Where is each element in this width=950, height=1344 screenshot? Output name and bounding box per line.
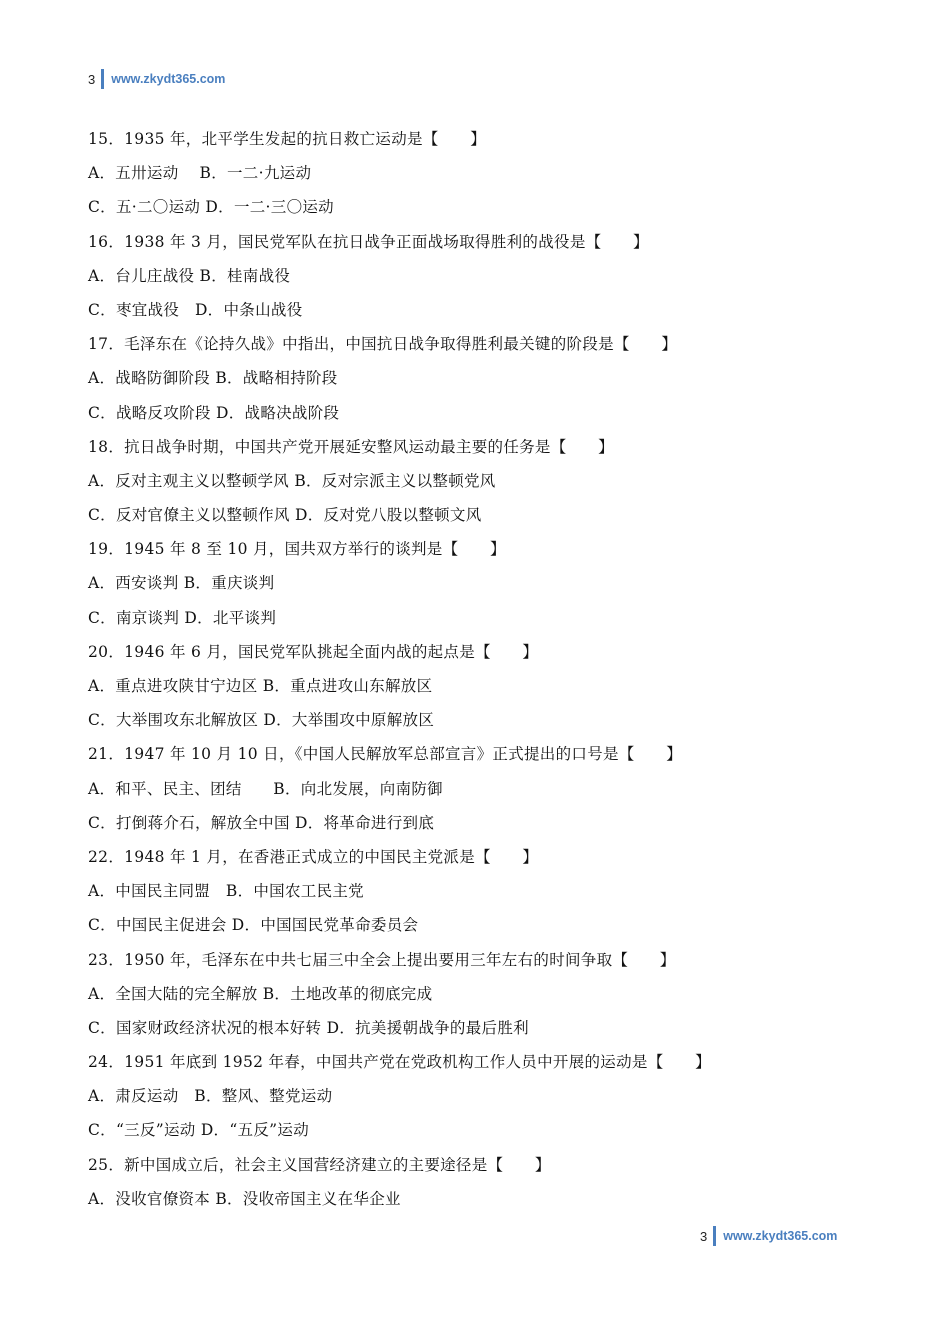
- question-22: 22．1948 年 1 月，在香港正式成立的中国民主党派是【 】: [88, 847, 539, 866]
- question-25: 25．新中国成立后，社会主义国营经济建立的主要途径是【 】: [88, 1155, 551, 1174]
- footer-divider: [713, 1226, 716, 1246]
- question-20: 20．1946 年 6 月，国民党军队挑起全面内战的起点是【 】: [88, 642, 539, 661]
- question-19-options-cd: C．南京谈判 D．北平谈判: [88, 608, 277, 627]
- question-25-options-ab: A．没收官僚资本 B．没收帝国主义在华企业: [88, 1189, 401, 1208]
- question-24-options-cd: C．“三反”运动 D．“五反”运动: [88, 1121, 310, 1140]
- question-21-options-cd: C．打倒蒋介石，解放全中国 D．将革命进行到底: [88, 813, 435, 832]
- question-19: 19．1945 年 8 至 10 月，国共双方举行的谈判是【 】: [88, 540, 506, 559]
- question-20-options-ab: A．重点进攻陕甘宁边区 B．重点进攻山东解放区: [88, 677, 433, 695]
- question-16-options-ab: A．台儿庄战役 B．桂南战役: [88, 266, 291, 285]
- header-website-link[interactable]: www.zkydt365.com: [111, 72, 226, 86]
- question-23-options-ab: A．全国大陆的完全解放 B．土地改革的彻底完成: [88, 984, 433, 1003]
- question-18-options-ab: A．反对主观主义以整顿学风 B．反对宗派主义以整顿党风: [88, 471, 496, 490]
- question-23: 23．1950 年，毛泽东在中共七届三中全会上提出要用三年左右的时间争取【 】: [88, 950, 676, 969]
- question-15-options-cd: C．五·二〇运动 D．一二·三〇运动: [88, 198, 334, 217]
- question-list: [88, 125, 868, 1219]
- question-22-options-ab: A．中国民主同盟 B．中国农工民主党: [88, 882, 364, 901]
- footer-page-number: 3: [700, 1228, 708, 1244]
- question-22-options-cd: C．中国民主促进会 D．中国国民党革命委员会: [88, 916, 419, 935]
- question-17-options-cd: C．战略反攻阶段 D．战略决战阶段: [88, 403, 340, 422]
- question-24-options-ab: A．肃反运动 B．整风、整党运动: [88, 1087, 333, 1106]
- header-page-number: 3: [88, 71, 96, 87]
- question-21-options-ab: A．和平、民主、团结 B．向北发展，向南防御: [88, 779, 443, 798]
- question-17-options-ab: A．战略防御阶段 B．战略相持阶段: [88, 369, 338, 388]
- question-20-options-cd: C．大举围攻东北解放区 D．大举围攻中原解放区: [88, 711, 435, 730]
- page-header: [88, 68, 225, 90]
- footer-website-link[interactable]: www.zkydt365.com: [723, 1229, 838, 1243]
- question-18: 18．抗日战争时期，中国共产党开展延安整风运动最主要的任务是【 】: [88, 437, 614, 456]
- question-17: 17．毛泽东在《论持久战》中指出，中国抗日战争取得胜利最关键的阶段是【 】: [88, 335, 678, 354]
- question-19-options-ab: A．西安谈判 B．重庆谈判: [88, 574, 275, 593]
- question-21: 21．1947 年 10 月 10 日，《中国人民解放军总部宣言》正式提出的口号是【 】: [88, 745, 683, 764]
- question-24: 24．1951 年底到 1952 年春，中国共产党在党政机构工作人员中开展的运动是【 】: [88, 1053, 711, 1072]
- page-footer: [700, 1225, 837, 1247]
- question-15-options-ab: A．五卅运动 B．一二·九运动: [88, 164, 312, 183]
- question-18-options-cd: C．反对官僚主义以整顿作风 D．反对党八股以整顿文风: [88, 506, 482, 525]
- question-15: 15．1935 年，北平学生发起的抗日救亡运动是【 】: [88, 130, 486, 148]
- question-16-options-cd: C．枣宜战役 D．中条山战役: [88, 300, 303, 319]
- header-divider: [101, 69, 104, 89]
- question-16: 16．1938 年 3 月，国民党军队在抗日战争正面战场取得胜利的战役是【 】: [88, 232, 649, 251]
- question-23-options-cd: C．国家财政经济状况的根本好转 D．抗美援朝战争的最后胜利: [88, 1018, 529, 1037]
